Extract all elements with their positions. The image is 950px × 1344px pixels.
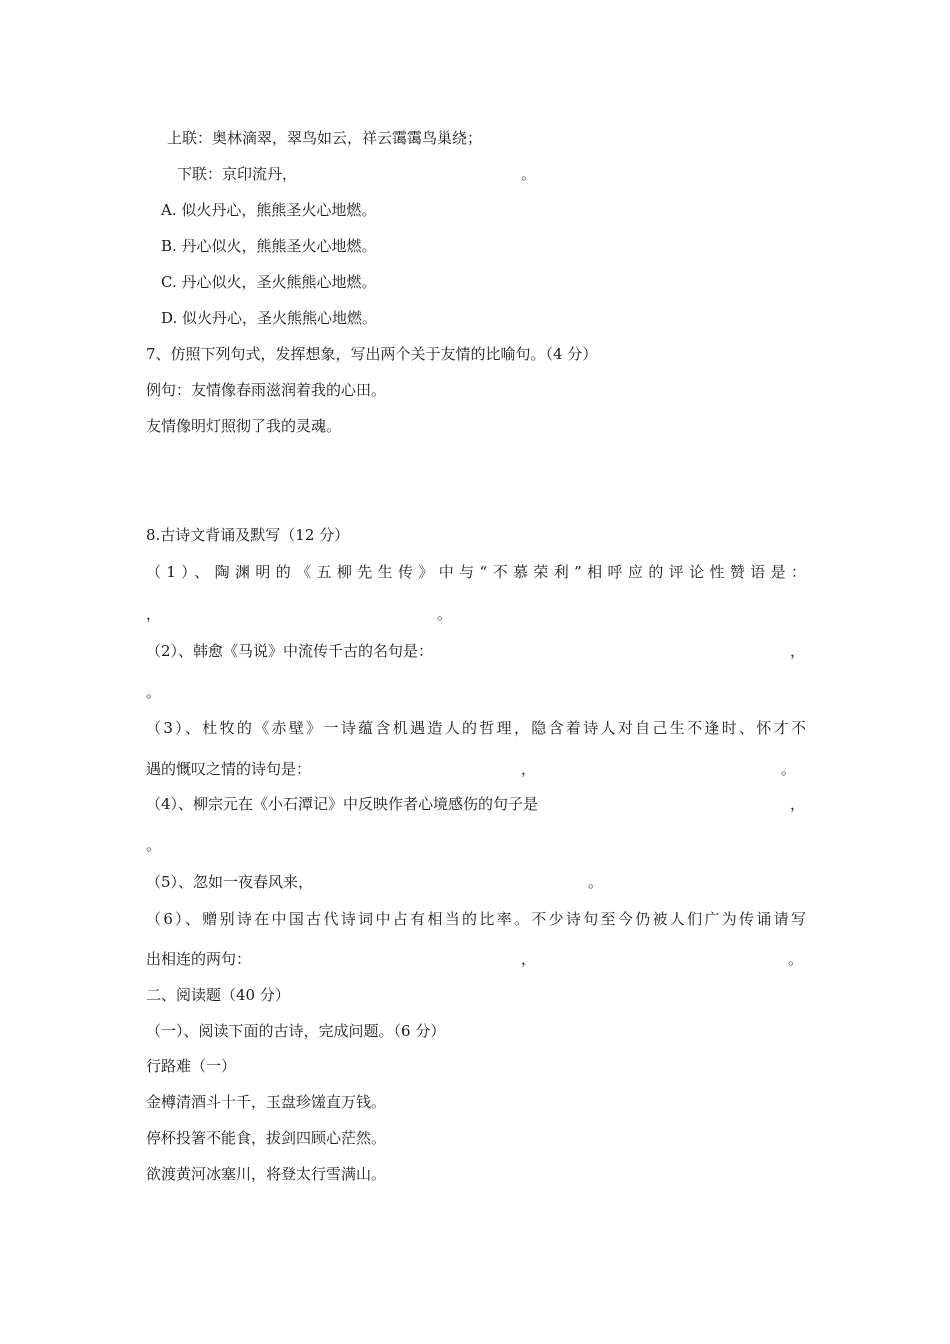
q7-example: 例句：友情像春雨滋润着我的心田。: [146, 381, 387, 399]
poem-line-3: 欲渡黄河冰塞川，将登太行雪满山。: [146, 1165, 387, 1183]
q8-item-6-comma: ，: [521, 950, 537, 968]
option-d: D. 似火丹心，圣火熊熊心地燃。: [161, 309, 378, 327]
q8-item-1-comma: ，: [146, 605, 162, 623]
q7-title: 7、仿照下列句式，发挥想象，写出两个关于友情的比喻句。（4 分）: [146, 345, 598, 363]
couplet-lower-end: 。: [521, 165, 537, 183]
q8-item-6-cont: 出相连的两句：: [146, 950, 252, 968]
poem-line-2: 停杯投箸不能食，拔剑四顾心茫然。: [146, 1129, 387, 1147]
q8-item-2-comma: ，: [790, 642, 806, 660]
q7-answer: 友情像明灯照彻了我的灵魂。: [146, 417, 342, 435]
q8-title: 8.古诗文背诵及默写（12 分）: [146, 526, 350, 544]
option-a: A. 似火丹心，熊熊圣火心地燃。: [161, 201, 377, 219]
q8-item-3: （3）、杜牧的《赤壁》一诗蕴含机遇造人的哲理，隐含着诗人对自己生不逢时、怀才不: [146, 719, 806, 737]
option-c: C. 丹心似火，圣火熊熊心地燃。: [161, 273, 377, 291]
q8-item-3-end: 。: [781, 760, 797, 778]
q8-item-2: （2）、韩愈《马说》中流传千古的名句是：: [146, 642, 434, 660]
q8-item-2-end: 。: [146, 683, 162, 701]
q8-item-4-comma: ，: [790, 795, 806, 813]
q8-item-5: （5）、忽如一夜春风来，: [146, 873, 314, 891]
q8-item-4: （4）、柳宗元在《小石潭记》中反映作者心境感伤的句子是: [146, 795, 539, 813]
couplet-lower: 下联：京印流丹，: [177, 165, 298, 183]
q8-item-6-end: 。: [788, 950, 804, 968]
poem-title: 行路难（一）: [146, 1057, 237, 1075]
q8-item-4-end: 。: [146, 836, 162, 854]
option-b: B. 丹心似火，熊熊圣火心地燃。: [161, 237, 377, 255]
q8-item-6: （6）、赠别诗在中国古代诗词中占有相当的比率。不少诗句至今仍被人们广为传诵请写: [146, 910, 806, 928]
reading-section-title: 二、阅读题（40 分）: [146, 986, 290, 1004]
poem-line-1: 金樽清酒斗十千，玉盘珍馐直万钱。: [146, 1093, 387, 1111]
couplet-upper: 上联：奥林滴翠，翠鸟如云，祥云霭霭鸟巢绕；: [167, 129, 483, 147]
q8-item-1: （1）、陶渊明的《五柳先生传》中与“不慕荣利”相呼应的评论性赞语是：: [146, 563, 806, 581]
q8-item-3-comma: ，: [521, 760, 537, 778]
q8-item-3-cont: 遇的慨叹之情的诗句是：: [146, 760, 312, 778]
reading-part1-title: （一）、阅读下面的古诗，完成问题。（6 分）: [146, 1022, 446, 1040]
q8-item-1-end: 。: [437, 605, 453, 623]
q8-item-5-end: 。: [588, 873, 604, 891]
